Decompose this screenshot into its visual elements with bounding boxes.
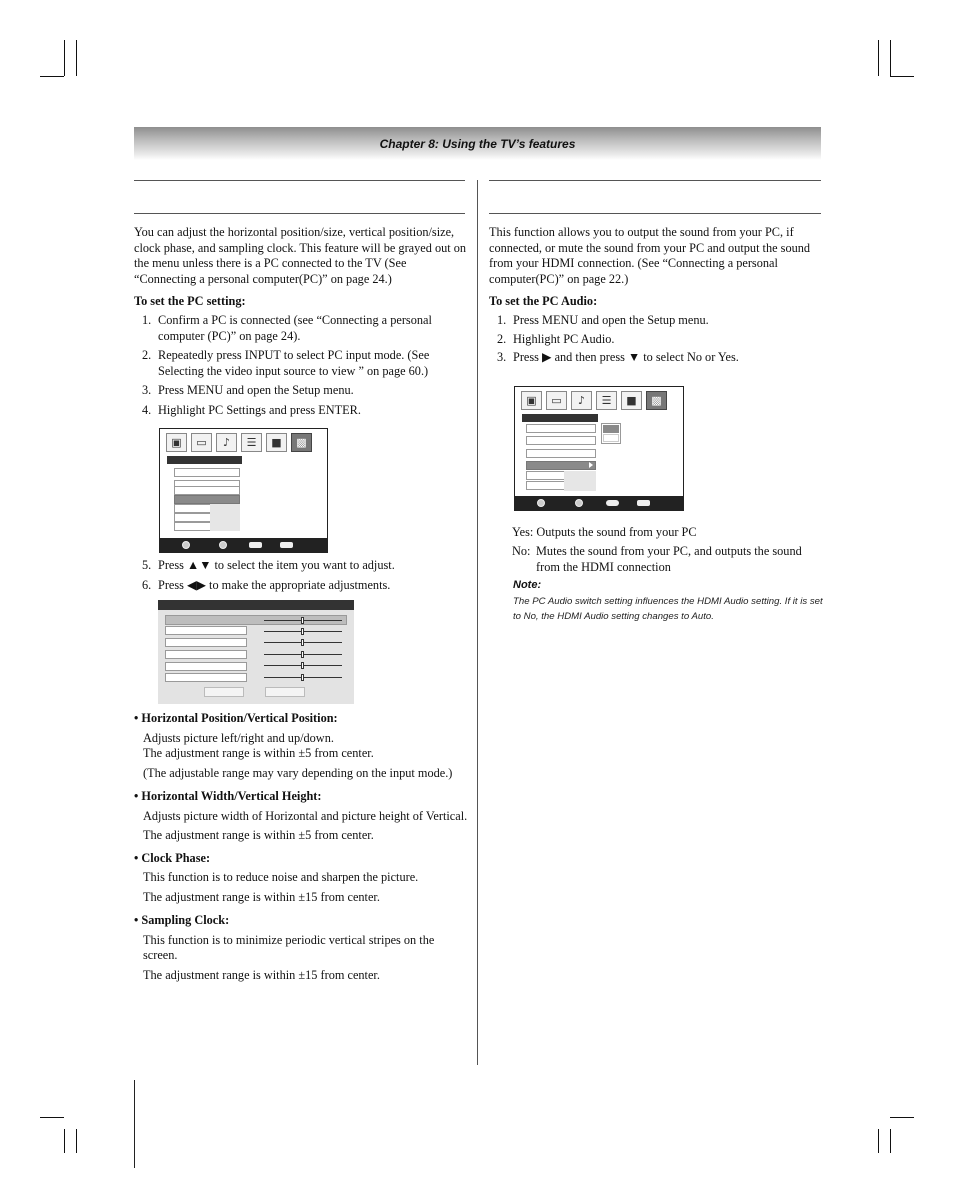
list-item: 2. Highlight PC Audio. [497,331,615,346]
pc-settings-row [165,638,247,647]
menu-row [526,424,596,433]
screen-icon: ▭ [191,433,212,452]
pc-setting-steps-continued [134,558,464,597]
menu-row [174,486,240,495]
bullet-text: Adjusts picture width of Horizontal and picture height of Vertical. [143,808,468,823]
section-rule [134,180,465,181]
bullet-text: This function is to minimize periodic vertical stripes on the screen. [143,932,435,962]
bullet-text: The adjustment range is within ±5 from center. [143,746,374,760]
bullet-text: The adjustment range is within ±15 from center. [143,889,380,904]
pc-settings-row [165,673,247,682]
slider-handle [301,662,304,669]
slider-handle [301,674,304,681]
list-item: 1. Confirm a PC is connected (see “Connecting a personal computer (PC)” on page 24). [142,313,432,343]
menu-button-bar [160,538,327,552]
crop-mark [890,1117,914,1118]
pc-audio-menu-screenshot [514,386,684,511]
pc-audio-subhead: To set the PC Audio: [489,294,598,308]
margin-bar [134,1080,135,1168]
pc-audio-steps [489,313,819,370]
pc-settings-row [165,650,247,659]
bullet-text: This function is to reduce noise and sharpen the picture. [143,870,419,884]
pc-setting-subhead: To set the PC setting: [134,294,246,308]
menu-row-highlighted [174,495,240,504]
bullet-heading: • Clock Phase: [134,850,211,865]
lock-icon: ■ [621,391,642,410]
desc-yes: Outputs the sound from your PC [536,525,697,539]
menu-row [526,449,596,458]
crop-mark [64,1129,65,1153]
audio-icon: ♪ [216,433,237,452]
list-item: 6. Press ◀▶ to make the appropriate adjustments. [142,577,391,592]
pc-settings-screenshot [158,600,354,704]
enter-button-icon [219,541,227,549]
picture-icon: ▣ [166,433,187,452]
pc-settings-row [165,626,247,635]
menu-button-icon [537,499,545,507]
no-yes-popup [601,423,621,444]
pc-setting-intro: You can adjust the horizontal position/size, vertical position/size, clock phase, and sampling clock. This feature will be grayed out on the menu unless there is a PC connected to the TV (See “Connecting a personal computer(PC)” on page 24.) [134,225,467,286]
yes-definition [512,525,822,541]
crop-mark [890,1129,891,1153]
crop-mark [40,76,64,77]
slider-handle [301,651,304,658]
crop-mark [40,1117,64,1118]
list-item: 1. Press MENU and open the Setup menu. [497,313,709,327]
list-item: 4. Highlight PC Settings and press ENTER. [142,402,361,417]
menu-button-bar [515,496,683,510]
crop-mark [890,76,914,77]
setup-menu-screenshot [159,428,328,553]
list-item: 5. Press ▲▼ to select the item you want to adjust. [142,558,395,572]
setup-icon: ☰ [241,433,262,452]
crop-mark [878,40,879,76]
menu-row [526,436,596,445]
setup-icon: ☰ [596,391,617,410]
enter-button-icon [575,499,583,507]
pc-settings-button [204,687,244,697]
section-rule [489,180,821,181]
picture-icon: ▣ [521,391,542,410]
exit-button-icon [606,500,619,506]
crop-mark [890,40,891,76]
list-item: 3. Press ▶ and then press ▼ to select No or Yes. [497,350,739,364]
menu-title-bar [522,414,598,422]
exit-button-icon [249,542,262,548]
back-button-icon [637,500,650,506]
menu-icon-bar [166,433,316,453]
pc-audio-intro: This function allows you to output the sound from your PC, if connected, or mute the sound from your PC and output the sound from your HDMI connection. (See “Connecting a personal computer(PC)” on page 22.) [489,225,811,286]
slider-handle [301,639,304,646]
crop-mark [878,1129,879,1153]
audio-icon: ♪ [571,391,592,410]
slider-handle [301,628,304,635]
bullet-text: The adjustment range is within ±15 from center. [143,967,380,982]
menu-icon-bar [521,391,671,411]
preferences-icon: ▩ [646,391,667,410]
lock-icon: ■ [266,433,287,452]
menu-button-icon [182,541,190,549]
bullet-section [134,711,469,983]
pc-settings-button [265,687,305,697]
pc-settings-title-bar [158,600,354,610]
note-label: Note: [513,579,542,591]
desc-no: Mutes the sound from your PC, and outputs the sound from the HDMI connection [536,544,802,574]
chapter-header [134,127,821,160]
bullet-heading: • Horizontal Position/Vertical Position: [134,711,338,725]
bullet-text: Adjusts picture left/right and up/down. [143,730,334,745]
section-rule [134,213,465,214]
crop-mark [76,40,77,76]
pc-setting-steps [134,313,464,422]
menu-row-highlighted [526,461,596,470]
bullet-text: The adjustment range is within ±5 from center. [143,828,374,842]
menu-row [174,468,240,477]
no-definition [512,544,822,575]
term-no: No: [512,544,531,558]
term-yes: Yes: [512,525,534,539]
column-divider [477,180,478,1065]
menu-title-bar [167,456,242,464]
list-item: 2. Repeatedly press INPUT to select PC input mode. (See Selecting the video input source to view ” on page 60.) [142,348,430,378]
chapter-title: Chapter 8: Using the TV’s features [379,137,576,151]
bullet-text: (The adjustable range may vary depending on the input mode.) [143,765,453,780]
screen-icon: ▭ [546,391,567,410]
bullet-heading: • Horizontal Width/Vertical Height: [134,789,322,803]
back-button-icon [280,542,293,548]
arrow-right-icon [589,462,593,468]
list-item: 3. Press MENU and open the Setup menu. [142,383,354,397]
slider-handle [301,617,304,624]
preferences-icon: ▩ [291,433,312,452]
bullet-heading: • Sampling Clock: [134,913,230,927]
section-rule [489,213,821,214]
pc-settings-row [165,662,247,671]
crop-mark [76,1129,77,1153]
crop-mark [64,40,65,76]
note-text: The PC Audio switch setting influences the HDMI Audio setting. If it is set to No, the HDMI Audio setting changes to Auto. [513,596,823,622]
